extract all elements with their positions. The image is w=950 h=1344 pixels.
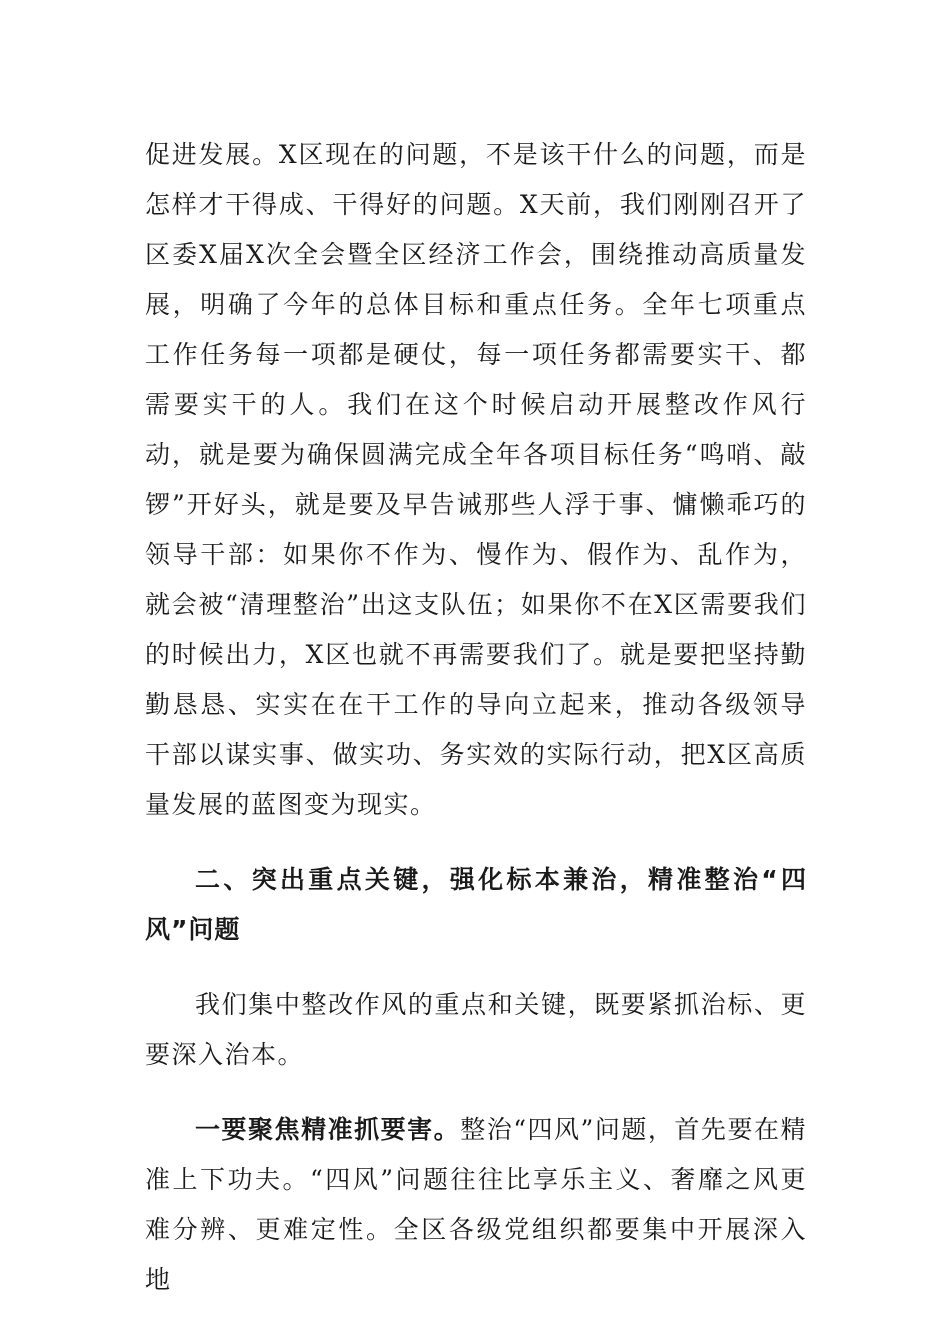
paragraph-intro: 我们集中整改作风的重点和关键，既要紧抓治标、更要深入治本。 [145,990,807,1069]
paragraph-continuation: 促进发展。X区现在的问题，不是该干什么的问题，而是怎样才干得成、干得好的问题。X天前，我们刚刚召开了区委X届X次全会暨全区经济工作会，围绕推动高质量发展，明确了今年的总体目标和重点任务。全年七项重点工作任务每一项都是硬仗，每一项任务都需要实干、都需要实干的人。我们在这个时候启动开展整改作风行动，就是要为确保圆满完成全年各项目标任务“鸣哨、敲锣”开好头，就是要及早告诫那些人浮于事、慵懒乖巧的领导干部：如果你不作为、慢作为、假作为、乱作为，就会被“清理整治”出这支队伍；如果你不在X区需要我们的时候出力，X区也就不再需要我们了。就是要把坚持勤勤恳恳、实实在在干工作的导向立起来，推动各级领导干部以谋实事、做实功、务实效的实际行动，把X区高质量发展的蓝图变为现实。 [145,140,807,819]
point-one-lead: 一要聚焦精准抓要害。 [195,1115,461,1144]
document-body [145,130,807,1305]
paragraph-point-one [145,1105,807,1305]
section-heading: 二、突出重点关键，强化标本兼治，精准整治“四风”问题 [145,865,807,944]
point-one-body: 整治“四风”问题，首先要在精准上下功夫。“四风”问题往往比享乐主义、奢靡之风更难分辨、更难定性。全区各级党组织都要集中开展深入地 [145,1115,807,1294]
